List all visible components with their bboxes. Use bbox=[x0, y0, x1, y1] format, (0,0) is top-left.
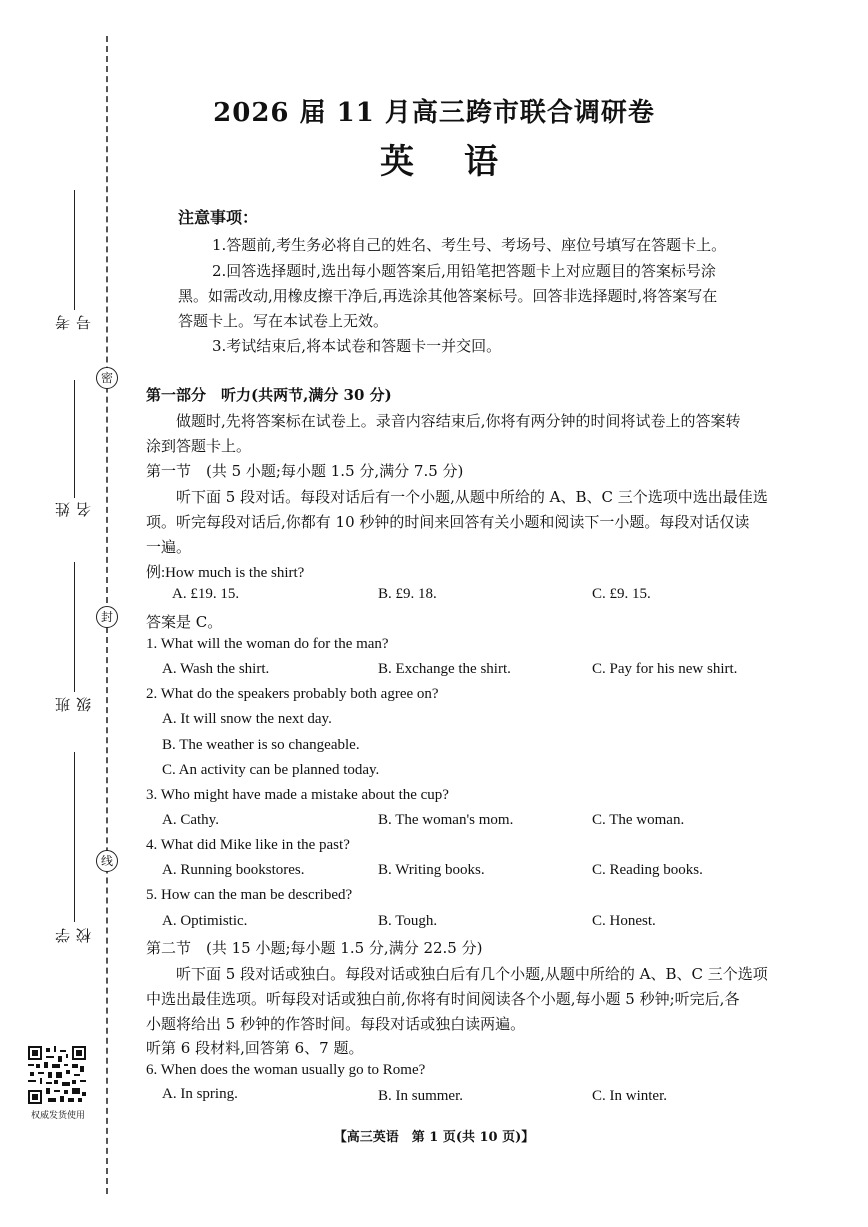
section1-intro-line: 项。听完每段对话后,你都有 10 秒钟的时间来回答有关小题和阅读下一小题。每段对话仅读 bbox=[146, 513, 750, 531]
q5-option-c: C. Honest. bbox=[592, 913, 656, 929]
section1-heading: 第一节 (共 5 小题;每小题 1.5 分,满分 7.5 分) bbox=[146, 462, 464, 480]
q3-option-a: A. Cathy. bbox=[162, 812, 219, 828]
q1-option-b: B. Exchange the shirt. bbox=[378, 661, 511, 677]
example-option-b: B. £9. 18. bbox=[378, 586, 437, 602]
field-underline bbox=[74, 380, 75, 498]
example-answer: 答案是 C。 bbox=[146, 613, 223, 631]
q2-option-c: C. An activity can be planned today. bbox=[162, 762, 380, 778]
notice-heading: 注意事项： bbox=[178, 208, 259, 227]
question-1: 1. What will the woman do for the man? bbox=[146, 636, 389, 652]
exam-subject: 英语 bbox=[380, 142, 548, 182]
field-label: 学校 bbox=[54, 928, 93, 943]
q1-option-a: A. Wash the shirt. bbox=[162, 661, 270, 677]
question-4: 4. What did Mike like in the past? bbox=[146, 837, 350, 853]
field-label: 姓名 bbox=[54, 502, 93, 517]
page-footer: 【高三英语 第 1 页(共 10 页)】 bbox=[333, 1130, 535, 1145]
part1-intro-line: 做题时,先将答案标在试卷上。录音内容结束后,你将有两分钟的时间将试卷上的答案转 bbox=[176, 412, 741, 430]
example-option-c: C. £9. 15. bbox=[592, 586, 651, 602]
q5-option-a: A. Optimistic. bbox=[162, 913, 248, 929]
field-underline bbox=[74, 190, 75, 310]
q4-option-a: A. Running bookstores. bbox=[162, 862, 305, 878]
example-question: 例:How much is the shirt? bbox=[146, 565, 305, 581]
section2-intro-line: 中选出最佳选项。听每段对话或独白前,你将有时间阅读各个小题,每小题 5 秒钟;听完后,各 bbox=[146, 990, 740, 1008]
seal-xian: 线 bbox=[96, 850, 118, 872]
exam-title: 2026 届 11 月高三跨市联合调研卷 bbox=[213, 98, 655, 128]
q3-option-b: B. The woman's mom. bbox=[378, 812, 514, 828]
q2-option-a: A. It will snow the next day. bbox=[162, 711, 332, 727]
q4-option-c: C. Reading books. bbox=[592, 862, 703, 878]
q6-option-b: B. In summer. bbox=[378, 1088, 463, 1104]
seal-feng: 封 bbox=[96, 606, 118, 628]
q4-option-b: B. Writing books. bbox=[378, 862, 485, 878]
q6-option-a: A. In spring. bbox=[162, 1086, 238, 1102]
section2-intro-line: 听下面 5 段对话或独白。每段对话或独白后有几个小题,从题中所给的 A、B、C 三个选项 bbox=[176, 965, 768, 983]
q1-option-c: C. Pay for his new shirt. bbox=[592, 661, 738, 677]
field-label: 班级 bbox=[54, 697, 93, 712]
notice-line: 黑。如需改动,用橡皮擦干净后,再选涂其他答案标号。回答非选择题时,将答案写在 bbox=[178, 287, 718, 305]
q6-option-c: C. In winter. bbox=[592, 1088, 667, 1104]
q2-option-b: B. The weather is so changeable. bbox=[162, 737, 360, 753]
question-5: 5. How can the man be described? bbox=[146, 887, 353, 903]
notice-line: 3.考试结束后,将本试卷和答题卡一并交回。 bbox=[212, 337, 502, 355]
qr-code-icon bbox=[28, 1046, 86, 1104]
part1-heading: 第一部分 听力(共两节,满分 30 分) bbox=[146, 386, 392, 404]
section2-intro-line: 小题将给出 5 秒钟的作答时间。每段对话或独白读两遍。 bbox=[146, 1015, 526, 1033]
field-label: 考号 bbox=[54, 315, 93, 330]
question-6: 6. When does the woman usually go to Rome? bbox=[146, 1062, 426, 1078]
part1-intro-line: 涂到答题卡上。 bbox=[146, 437, 252, 455]
qr-caption: 权威发货使用 bbox=[30, 1111, 85, 1121]
field-underline bbox=[74, 752, 75, 922]
q5-option-b: B. Tough. bbox=[378, 913, 438, 929]
section1-intro-line: 一遍。 bbox=[146, 538, 192, 556]
seal-mi: 密 bbox=[96, 367, 118, 389]
question-2: 2. What do the speakers probably both agree on? bbox=[146, 686, 439, 702]
field-underline bbox=[74, 562, 75, 692]
section2-heading: 第二节 (共 15 小题;每小题 1.5 分,满分 22.5 分) bbox=[146, 939, 483, 957]
example-option-a: A. £19. 15. bbox=[172, 586, 240, 602]
notice-line: 1.答题前,考生务必将自己的姓名、考生号、考场号、座位号填写在答题卡上。 bbox=[212, 236, 727, 254]
notice-line: 答题卡上。写在本试卷上无效。 bbox=[178, 312, 389, 330]
q3-option-c: C. The woman. bbox=[592, 812, 685, 828]
notice-line: 2.回答选择题时,选出每小题答案后,用铅笔把答题卡上对应题目的答案标号涂 bbox=[212, 262, 716, 280]
material-instruction: 听第 6 段材料,回答第 6、7 题。 bbox=[146, 1039, 364, 1057]
section1-intro-line: 听下面 5 段对话。每段对话后有一个小题,从题中所给的 A、B、C 三个选项中选出最佳选 bbox=[176, 488, 768, 506]
question-3: 3. Who might have made a mistake about the cup? bbox=[146, 787, 449, 803]
